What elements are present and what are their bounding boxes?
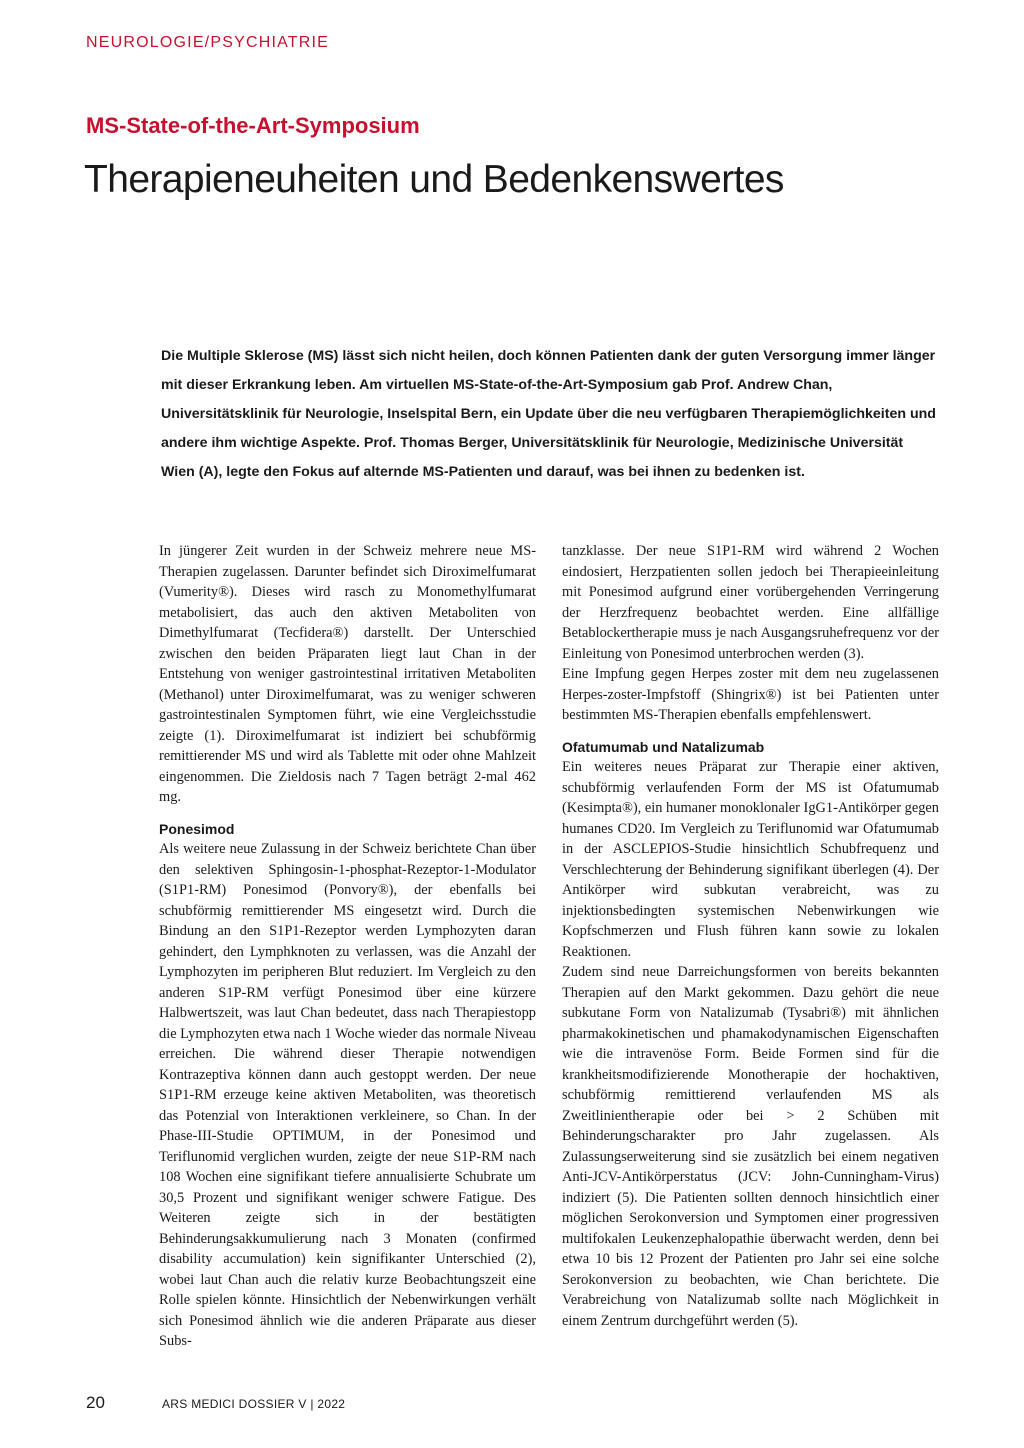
article-lead: Die Multiple Sklerose (MS) lässt sich nicht heilen, doch können Patienten dank der guten Versorgung immer länger mit dieser Erkrankung leben. Am virtuellen MS-State-of-the-Art-Symposium gab Prof. Andrew Chan, Universitätsklinik für Neurologie, Inselspital Bern, ein Update über die neu verfügbaren Therapiemöglichkeiten und andere ihm wichtige Aspekte. Prof. Thomas Berger, Universitätsklinik für Neurologie, Medizinische Universität Wien (A), legte den Fokus auf alternde MS-Patienten und darauf, was bei ihnen zu bedenken ist.: [161, 348, 936, 480]
herpes-paragraph: Eine Impfung gegen Herpes zoster mit dem neu zugelassenen Herpes-zoster-Impfstoff (Shingrix®) ist bei Patienten unter bestimmten MS-Therapien ebenfalls empfehlenswert.: [562, 666, 939, 723]
ponesimod-paragraph-continued: tanzklasse. Der neue S1P1-RM wird während 2 Wochen eindosiert, Herzpatienten sollen jedoch bei Therapieeinleitung mit Ponesimod aufgrund einer vorübergehenden Verringerung der Herzfrequenz beobachtet werden. Eine allfällige Betablockertherapie muss je nach Ausgangsruhefrequenz vor der Einleitung von Ponesimod unterbrochen werden (3).: [562, 543, 939, 662]
section-label: NEUROLOGIE/PSYCHIATRIE: [86, 34, 330, 51]
body-column-left: [159, 541, 536, 1352]
ofatumumab-heading: Ofatumumab und Natalizumab: [562, 738, 765, 755]
journal-footer: ARS MEDICI DOSSIER V | 2022: [162, 1397, 346, 1411]
ofatumumab-paragraph: Ein weiteres neues Präparat zur Therapie einer aktiven, schubförmig verlaufenden Form der MS ist Ofatumumab (Kesimpta®), ein humaner monoklonaler IgG1-Antikörper gegen humanes CD20. Im Vergleich zu Teriflunomid war Ofatumumab in der ASCLEPIOS-Studie hinsichtlich Schubfrequenz und Verschlechterung der Behinderung signifikant überlegen (4). Der Antikörper wird subkutan verabreicht, was zu injektionsbedingten systemischen Nebenwirkungen wie Kopfschmerzen und Flush führen kann sowie zu lokalen Reaktionen.: [562, 759, 939, 960]
intro-paragraph: In jüngerer Zeit wurden in der Schweiz mehrere neue MS-Therapien zugelassen. Darunter befindet sich Diroximelfumarat (Vumerity®). Dieses wird rasch zu Monomethylfumarat metabolisiert, das auch den aktiven Metaboliten von Dimethylfumarat (Tecfidera®) darstellt. Der Unterschied zwischen den beiden Präparaten liegt laut Chan in der Entstehung von weniger gastrointestinal irritativen Metaboliten (Methanol) unter Diroximelfumarat, was zu weniger schweren gastrointestinalen Symptomen führt, wie eine Vergleichsstudie zeigte (1). Diroximelfumarat ist indiziert bei schubförmig remittierender MS und wird als Tablette mit oder ohne Mahlzeit eingenommen. Die Zieldosis nach 7 Tagen beträgt 2-mal 462 mg.: [159, 543, 536, 805]
ponesimod-paragraph: Als weitere neue Zulassung in der Schweiz berichtete Chan über den selektiven Sphingosin-1-phosphat-Rezeptor-1-Modulator (S1P1-RM) Ponesimod (Ponvory®), der ebenfalls bei schubförmig remittierender MS eingesetzt wird. Durch die Bindung an den S1P1-Rezeptor werden Lymphozyten daran gehindert, den Lymphknoten zu verlassen, was die Anzahl der Lymphozyten im peripheren Blut reduziert. Im Vergleich zu den anderen S1P-RM verfügt Ponesimod über eine kürzere Halbwertszeit, was laut Chan bedeutet, dass nach Therapiestopp die Lymphozyten etwa nach 1 Woche wieder das normale Niveau erreichen. Die während dieser Therapie notwendigen Kontrazeptiva können dann auch gestoppt werden. Der neue S1P1-RM erzeuge keine aktiven Metaboliten, was theoretisch das Potenzial von Interaktionen verkleinere, so Chan. In der Phase-III-Studie OPTIMUM, in der Ponesimod und Teriflunomid verglichen wurden, zeigte der neue S1P-RM nach 108 Wochen eine signifikant tiefere annualisierte Schubrate um 30,5 Prozent und signifikant weniger schwere Fatigue. Des Weiteren zeigte sich in der bestätigten Behinderungsakkumulierung nach 3 Monaten (confirmed disability accumulation) kein signifikanter Unterschied (2), wobei laut Chan auch die relativ kurze Beobachtungszeit eine Rolle spielen könnte. Hinsichtlich der Nebenwirkungen verhält sich Ponesimod ähnlich wie die anderen Präparate aus dieser Subs-: [159, 841, 536, 1349]
body-column-right: [562, 541, 939, 1331]
article-title: Therapieneuheiten und Bedenkenswertes: [84, 158, 784, 201]
natalizumab-paragraph: Zudem sind neue Darreichungsformen von bereits bekannten Therapien auf den Markt gekommen. Dazu gehört die neue subkutane Form von Natalizumab (Tysabri®) mit ähnlichen pharmakokinetischen und phamakodynamischen Eigenschaften wie die intravenöse Form. Beide Formen sind für die krankheitsmodifizierende Monotherapie der hochaktiven, schubförmig remittierend verlaufenden MS als Zweitlinientherapie oder bei > 2 Schüben mit Behinderungscharakter pro Jahr zugelassen. Als Zulassungserweiterung sind sie zusätzlich bei einem negativen Anti-JCV-Antikörperstatus (JCV: John-Cunningham-Virus) indiziert (5). Die Patienten sollten dennoch hinsichtlich einer möglichen Serokonversion und Symptomen einer progressiven multifokalen Leukenzephalopathie überwacht werden, denn bei etwa 10 bis 12 Prozent der Patienten pro Jahr sei eine solche Serokonversion zu beobachten, wie Chan berichtete. Die Verabreichung von Natalizumab sollte nach Möglichkeit in einem Zentrum durchgeführt werden (5).: [562, 964, 939, 1329]
article-kicker: MS-State-of-the-Art-Symposium: [86, 113, 420, 138]
page-number: 20: [86, 1393, 105, 1412]
ponesimod-heading: Ponesimod: [159, 820, 235, 837]
